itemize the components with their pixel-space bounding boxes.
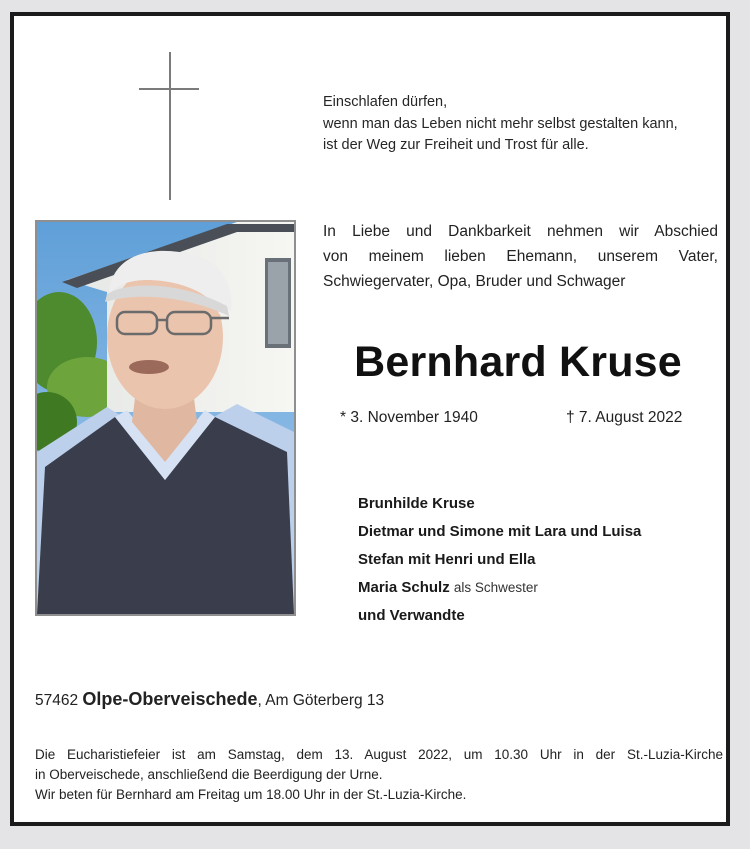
mourner-line (358, 574, 718, 602)
birth-date: * 3. November 1940 (340, 409, 478, 426)
deceased-name: Bernhard Kruse (354, 338, 682, 386)
notice-line: in Oberveischede, anschließend die Beerdigung der Urne. (35, 767, 383, 782)
notice-line: Wir beten für Bernhard am Freitag um 18.00 Uhr in der St.-Luzia-Kirche. (35, 787, 467, 802)
intro-line: von meinem lieben Ehemann, unserem Vater, (323, 248, 718, 265)
obituary-card (10, 12, 730, 826)
mourner-line: Dietmar und Simone mit Lara und Luisa (358, 523, 642, 540)
motto-line: Einschlafen dürfen, (323, 94, 448, 110)
postal-code: 57462 (35, 692, 79, 709)
motto-line: ist der Weg zur Freiheit und Trost für alle. (323, 137, 589, 153)
mourner-line: und Verwandte (358, 607, 465, 624)
cross-icon (139, 52, 203, 200)
portrait-photo (35, 220, 296, 616)
death-date: † 7. August 2022 (566, 409, 683, 426)
mourner-line: Stefan mit Henri und Ella (358, 551, 536, 568)
intro-line: In Liebe und Dankbarkeit nehmen wir Abschied (323, 223, 718, 240)
notice-line: Die Eucharistiefeier ist am Samstag, dem 13. August 2022, um 10.30 Uhr in der St.-Luzia-Kirche (35, 747, 723, 762)
farewell-intro (323, 219, 718, 294)
intro-line: Schwiegervater, Opa, Bruder und Schwager (323, 273, 626, 290)
motto-line: wenn man das Leben nicht mehr selbst gestalten kann, (323, 115, 678, 132)
service-notice (35, 745, 723, 805)
relation-note: als Schwester (453, 580, 538, 595)
motto-verse (323, 92, 723, 157)
mourner-name: Maria Schulz (358, 579, 450, 596)
mourner-line: Brunhilde Kruse (358, 495, 475, 512)
address (35, 689, 384, 710)
street: , Am Göterberg 13 (257, 692, 385, 709)
city: Olpe-Oberveischede (82, 689, 258, 709)
mourners-list (358, 490, 718, 630)
